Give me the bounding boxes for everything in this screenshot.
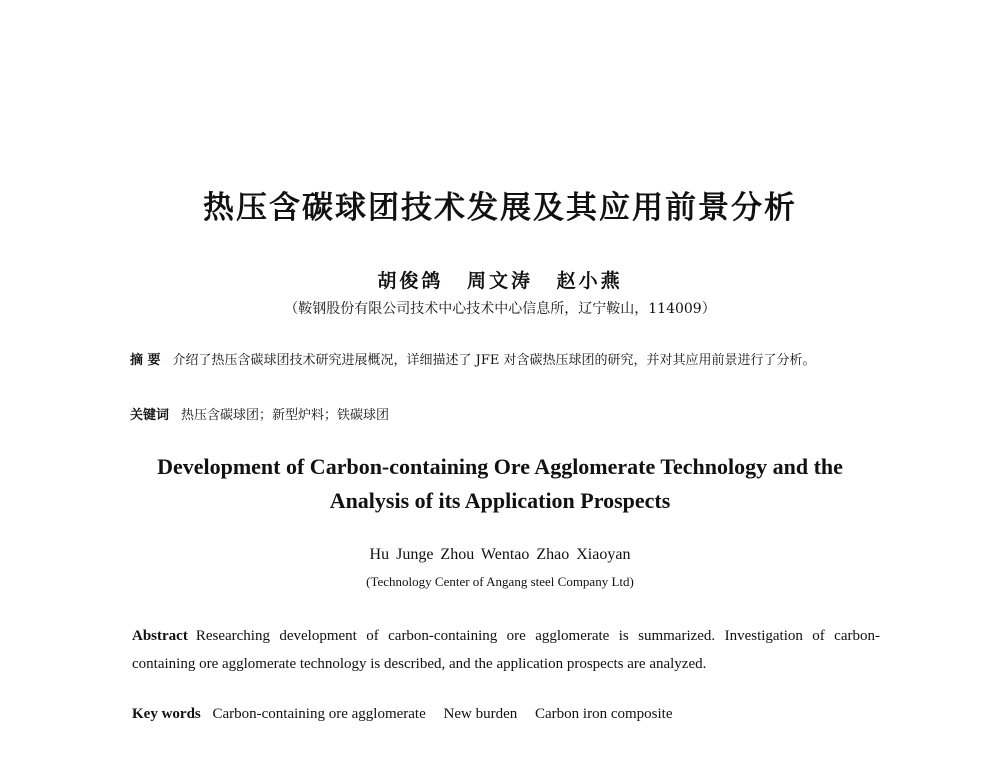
chinese-title: 热压含碳球团技术发展及其应用前景分析 (203, 190, 797, 226)
chinese-abstract (130, 350, 885, 372)
chinese-abstract-label: 摘 要 (130, 353, 161, 368)
chinese-authors: 胡俊鸽 周文涛 赵小燕 (377, 270, 623, 292)
english-affiliation: (Technology Center of Angang steel Company Ltd) (366, 574, 634, 589)
chinese-keywords-text: 热压含碳球团；新型炉料；铁碳球团 (181, 408, 390, 423)
chinese-keywords (130, 404, 885, 423)
chinese-abstract-text: 介绍了热压含碳球团技术研究进展概况，详细描述了 JFE 对含碳热压球团的研究，并对其应用前景进行了分析。 (172, 353, 816, 368)
chinese-affiliation: （鞍钢股份有限公司技术中心技术中心信息所，辽宁鞍山，114009） (284, 301, 716, 317)
english-abstract-label: Abstract (132, 628, 188, 644)
english-keywords (132, 706, 880, 723)
english-abstract (132, 622, 880, 678)
english-abstract-text: Researching development of carbon-containing ore agglomerate is summarized. Investigation of carbon-containing ore agglomerate technology is described, and the application prospects are analyzed. (132, 628, 880, 672)
keyword-item: New burden (443, 706, 518, 722)
english-authors: Hu Junge Zhou Wentao Zhao Xiaoyan (369, 546, 631, 563)
keyword-item: Carbon-containing ore agglomerate (212, 706, 426, 722)
english-title: Development of Carbon-containing Ore Agglomerate Technology and the Analysis of its Application Prospects (157, 454, 843, 513)
chinese-keywords-label: 关键词 (130, 408, 170, 423)
keyword-item: Carbon iron composite (535, 706, 673, 722)
english-keywords-label: Key words (132, 706, 201, 722)
